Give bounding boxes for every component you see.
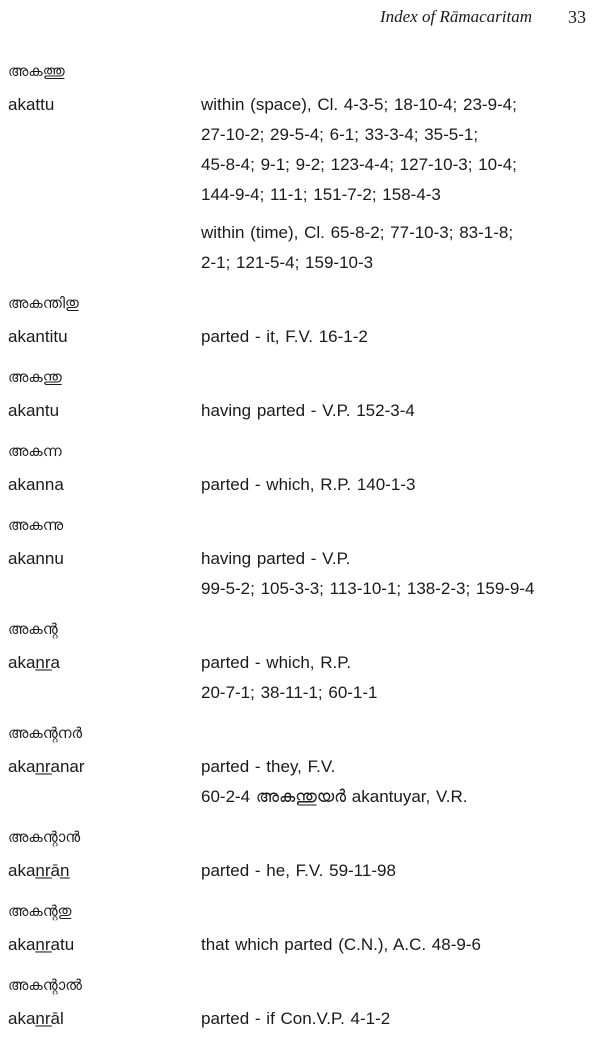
running-title: Index of Rāmacaritam — [379, 7, 532, 26]
definition — [201, 90, 588, 210]
headword-malayalam: അകന്ന — [8, 442, 62, 460]
headword-transliteration: akan̲r̲atu — [8, 935, 75, 954]
headword-transliteration: akanna — [8, 475, 64, 494]
definition-line: 2-1; 121-5-4; 159-10-3 — [201, 253, 374, 272]
definition-line: parted - if Con.V.P. 4-1-2 — [201, 1009, 391, 1028]
definition-line: 20-7-1; 38-11-1; 60-1-1 — [201, 683, 378, 702]
index-entry — [8, 718, 588, 820]
headword-transliteration: akan̲r̲ān̲ — [8, 861, 70, 880]
definition — [201, 218, 588, 278]
definition-line: 27-10-2; 29-5-4; 6-1; 33-3-4; 35-5-1; — [201, 125, 479, 144]
index-entry — [8, 970, 588, 1042]
entry-row — [8, 1004, 588, 1042]
entry-row — [8, 648, 588, 716]
entry-row — [8, 856, 588, 894]
definition — [201, 752, 588, 812]
definition-line: within (time), Cl. 65-8-2; 77-10-3; 83-1-8; — [201, 223, 514, 242]
headword-malayalam: അകന്റതു — [8, 902, 72, 920]
definition-line: that which parted (C.N.), A.C. 48-9-6 — [201, 935, 481, 954]
definition-line: parted - which, R.P. — [201, 653, 352, 672]
index-entry — [8, 56, 588, 286]
index-entry — [8, 614, 588, 716]
definition — [201, 322, 588, 352]
index-entry — [8, 362, 588, 434]
headword-transliteration: akannu — [8, 549, 64, 568]
entry-row — [8, 396, 588, 434]
definition-line: parted - they, F.V. — [201, 757, 336, 776]
headword-transliteration: akantitu — [8, 327, 68, 346]
index-entry — [8, 896, 588, 968]
index-entries — [8, 56, 588, 1042]
definitions — [201, 856, 588, 894]
definition — [201, 856, 588, 886]
definitions — [201, 470, 588, 508]
definitions — [201, 322, 588, 360]
entry-row — [8, 544, 588, 612]
entry-row — [8, 470, 588, 508]
definition — [201, 648, 588, 708]
headword-malayalam: അകന്റനർ — [8, 724, 83, 742]
headword-transliteration: akan̲r̲āl — [8, 1009, 64, 1028]
definition-line: parted - which, R.P. 140-1-3 — [201, 475, 416, 494]
definition-line: parted - he, F.V. 59-11-98 — [201, 861, 396, 880]
definition-line: 99-5-2; 105-3-3; 113-10-1; 138-2-3; 159-9-4 — [201, 579, 535, 598]
definitions — [201, 752, 588, 820]
headword-transliteration: akattu — [8, 95, 55, 114]
definition-line: 60-2-4 അകന്തുയർ akantuyar, V.R. — [201, 787, 468, 806]
definitions — [201, 90, 588, 286]
entry-row — [8, 322, 588, 360]
definition — [201, 544, 588, 604]
entry-row — [8, 930, 588, 968]
definition-line: 45-8-4; 9-1; 9-2; 123-4-4; 127-10-3; 10-4; — [201, 155, 517, 174]
headword-malayalam: അകന്റ — [8, 620, 58, 638]
headword-malayalam: അകന്തു — [8, 368, 62, 386]
index-entry — [8, 436, 588, 508]
definitions — [201, 396, 588, 434]
definition-line: having parted - V.P. — [201, 549, 351, 568]
headword-malayalam: അകത്തു — [8, 62, 65, 80]
running-header — [0, 4, 600, 30]
definitions — [201, 1004, 588, 1042]
definitions — [201, 648, 588, 716]
definition-line: having parted - V.P. 152-3-4 — [201, 401, 415, 420]
entry-row — [8, 90, 588, 286]
headword-malayalam: അകന്തിതു — [8, 294, 79, 312]
index-entry — [8, 822, 588, 894]
headword-transliteration: akantu — [8, 401, 60, 420]
page-number: 33 — [568, 7, 586, 27]
definition-line: within (space), Cl. 4-3-5; 18-10-4; 23-9-4; — [201, 95, 517, 114]
headword-malayalam: അകന്നു — [8, 516, 64, 534]
headword-malayalam: അകന്റാൻ — [8, 828, 81, 846]
definition — [201, 1004, 588, 1034]
headword-transliteration: akan̲r̲anar — [8, 757, 85, 776]
definition — [201, 470, 588, 500]
headword-transliteration: akan̲r̲a — [8, 653, 60, 672]
entry-row — [8, 752, 588, 820]
definition-line: parted - it, F.V. 16-1-2 — [201, 327, 368, 346]
headword-malayalam: അകന്റാൽ — [8, 976, 82, 994]
index-entry — [8, 510, 588, 612]
definition — [201, 930, 588, 960]
definition-line: 144-9-4; 11-1; 151-7-2; 158-4-3 — [201, 185, 441, 204]
definition — [201, 396, 588, 426]
definitions — [201, 930, 588, 968]
index-entry — [8, 288, 588, 360]
definitions — [201, 544, 588, 612]
